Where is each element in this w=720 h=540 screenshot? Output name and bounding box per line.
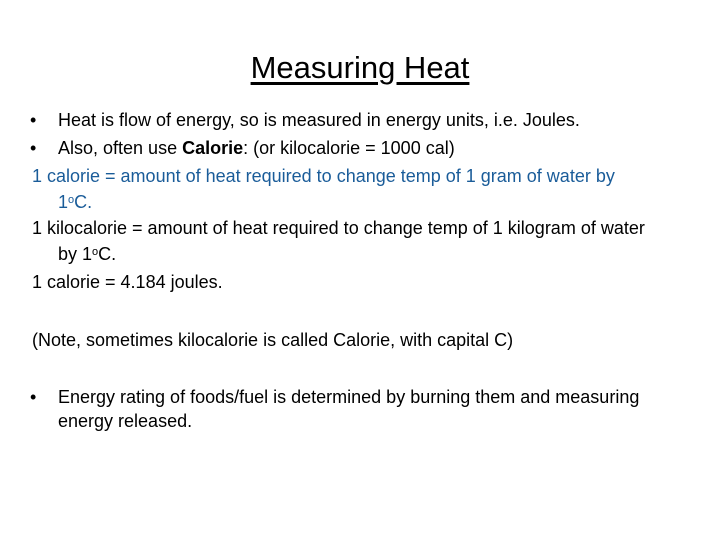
- bullet-marker: •: [30, 387, 37, 407]
- kilocalorie-degree-value: by 1: [58, 244, 93, 264]
- calorie-definition-line2: [58, 188, 92, 214]
- calorie-term: Calorie: [182, 138, 244, 158]
- slide-title: Measuring Heat: [250, 50, 470, 85]
- bullet-heat-flow: Heat is flow of energy, so is measured in energy units, i.e. Joules.: [58, 110, 580, 130]
- celsius-unit: C.: [74, 192, 93, 212]
- bullet-calorie-post: : (or kilocalorie = 1000 cal): [243, 138, 455, 158]
- kilocalorie-definition-line1: 1 kilocalorie = amount of heat required to change temp of 1 kilogram of water: [32, 218, 645, 238]
- degree-sign: o: [92, 246, 99, 258]
- calorie-definition-line1: 1 calorie = amount of heat required to change temp of 1 gram of water by: [32, 166, 615, 186]
- calorie-degree-value: 1: [58, 192, 69, 212]
- celsius-unit: C.: [98, 244, 117, 264]
- bullet-energy-rating-line2: energy released.: [58, 411, 193, 431]
- bullet-marker: •: [30, 110, 37, 130]
- bullet-marker: •: [30, 138, 37, 158]
- kilocalorie-definition-line2: [58, 240, 116, 266]
- joule-conversion: 1 calorie = 4.184 joules.: [32, 272, 223, 292]
- bullet-energy-rating-line1: Energy rating of foods/fuel is determined by burning them and measuring: [58, 387, 640, 407]
- degree-sign: o: [68, 194, 75, 206]
- bullet-calorie-pre: Also, often use: [58, 138, 183, 158]
- bullet-calorie: [58, 136, 455, 160]
- note-text: (Note, sometimes kilocalorie is called Calorie, with capital C): [32, 330, 514, 350]
